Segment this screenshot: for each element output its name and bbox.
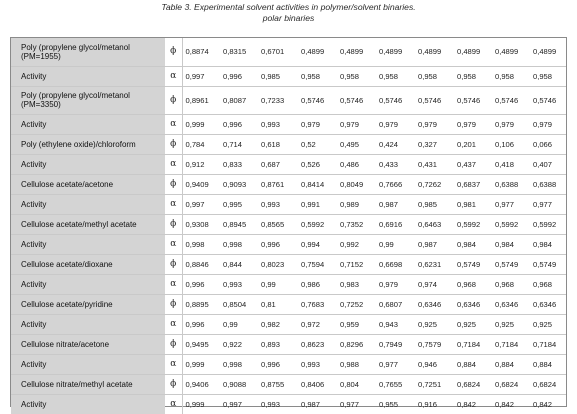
value-cell: 0,977 [340,399,360,409]
row-symbol: α [165,66,182,86]
value-cell: 0,6837 [454,174,492,194]
value-cell: 0,7251 [415,374,454,394]
table-row [11,294,566,314]
value-cell: 0,4899 [530,38,566,66]
value-cell: 0,955 [379,399,399,409]
value-cell: 0,968 [454,274,492,294]
value-cell: 0,7683 [298,294,337,314]
value-cell: 0,8755 [258,374,298,394]
value-cell: 0,968 [530,274,566,294]
row-label: Activity [11,194,165,214]
value-cell: 0,998 [220,234,258,254]
row-symbol: α [165,234,182,254]
value-cell: 0,986 [298,274,337,294]
value-cell: 0,5992 [492,214,530,234]
value-cell: 0,7252 [337,294,376,314]
value-cell: 0,784 [182,134,220,154]
row-symbol: ϕ [165,294,182,314]
row-symbol: α [165,354,182,374]
value-cell: 0,8761 [258,174,298,194]
value-cell: 0,8961 [182,86,220,114]
value-cell: 0,6698 [376,254,415,274]
table-row [11,66,566,86]
value-cell: 0,833 [220,154,258,174]
value-cell: 0,999 [182,354,220,374]
value-cell: 0,993 [298,354,337,374]
value-cell: 0,959 [337,314,376,334]
value-cell: 0,958 [492,66,530,86]
value-cell: 0,526 [298,154,337,174]
value-cell: 0,8565 [258,214,298,234]
value-cell: 0,842 [457,399,477,409]
value-cell: 0,992 [337,234,376,254]
value-cell: 0,977 [376,354,415,374]
row-label: Activity [11,66,165,86]
row-label: Activity [11,234,165,254]
value-cell: 0,984 [530,234,566,254]
row-label: Poly (propylene glycol/metanol (PM=1955) [11,38,165,66]
value-cell: 0,7184 [454,334,492,354]
value-cell: 0,998 [182,234,220,254]
value-cell: 0,81 [258,294,298,314]
value-cell: 0,984 [454,234,492,254]
value-cell: 0,979 [530,114,566,134]
caption-subtitle: polar binaries [262,13,315,23]
value-cell: 0,984 [492,234,530,254]
row-symbol: ϕ [165,174,182,194]
value-cell: 0,996 [220,66,258,86]
value-cell: 0,8406 [298,374,337,394]
value-cell: 0,7352 [337,214,376,234]
value-cell: 0,99 [220,314,258,334]
table-body [11,38,566,414]
row-label: Cellulose acetate/methyl acetate [11,214,165,234]
value-cell: 0,987 [301,399,321,409]
value-cell: 0,6701 [258,38,298,66]
value-cell: 0,958 [415,66,454,86]
value-cell: 0,925 [530,314,566,334]
value-cell: 0,433 [376,154,415,174]
value-cell: 0,6388 [492,174,530,194]
value-cell: 0,922 [220,334,258,354]
value-cell: 0,884 [530,354,566,374]
value-cell: 0,884 [492,354,530,374]
value-cell: 0,993 [220,274,258,294]
value-cell: 0,5992 [454,214,492,234]
value-cell: 0,5992 [298,214,337,234]
value-cell: 0,6231 [415,254,454,274]
value-cell: 0,4899 [454,38,492,66]
value-cell: 0,981 [454,194,492,214]
value-cell: 0,988 [337,354,376,374]
table-row [11,254,566,274]
value-cell: 0,7655 [376,374,415,394]
value-cell: 0,997 [182,194,220,214]
value-cell: 0,327 [415,134,454,154]
row-label: Poly (propylene glycol/metanol (PM=3350) [11,86,165,114]
value-cell: 0,8623 [298,334,337,354]
value-cell: 0,982 [258,314,298,334]
value-cell: 0,6346 [454,294,492,314]
value-cell: 0,842 [495,399,515,409]
value-cell: 0,5746 [376,86,415,114]
row-symbol: ϕ [165,134,182,154]
row-symbol: α [165,194,182,214]
value-cell: 0,8315 [220,38,258,66]
value-cell: 0,8504 [220,294,258,314]
value-cell: 0,437 [454,154,492,174]
value-cell: 0,996 [258,234,298,254]
value-cell: 0,8023 [258,254,298,274]
value-cell: 0,972 [298,314,337,334]
row-label: Cellulose nitrate/methyl acetate [11,374,165,394]
value-cell: 0,996 [258,354,298,374]
value-cell: 0,418 [492,154,530,174]
activity-table [10,37,567,407]
row-label: Cellulose acetate/dioxane [11,254,165,274]
value-cell: 0,99 [258,274,298,294]
value-cell: 0,5746 [492,86,530,114]
value-cell: 0,979 [337,114,376,134]
row-label: Cellulose acetate/acetone [11,174,165,194]
table-row [11,134,566,154]
row-symbol: ϕ [165,254,182,274]
value-cell: 0,5992 [530,214,566,234]
row-label: Activity [11,354,165,374]
row-symbol: α [165,274,182,294]
value-cell: 0,6807 [376,294,415,314]
value-cell: 0,4899 [337,38,376,66]
value-cell: 0,979 [454,114,492,134]
row-symbol: ϕ [165,374,182,394]
value-cell: 0,8296 [337,334,376,354]
value-cell: 0,5746 [337,86,376,114]
value-cell: 0,8087 [220,86,258,114]
value-cell: 0,6346 [415,294,454,314]
value-cell: 0,407 [530,154,566,174]
value-cell: 0,997 [223,399,243,409]
value-cell: 0,979 [492,114,530,134]
value-cell: 0,106 [492,134,530,154]
value-cell: 0,958 [454,66,492,86]
value-cell: 0,7949 [376,334,415,354]
row-label: Activity [11,314,165,334]
value-cell: 0,9495 [182,334,220,354]
row-symbol: α [165,154,182,174]
value-cell: 0,618 [258,134,298,154]
value-cell: 0,6388 [530,174,566,194]
value-cell: 0,925 [415,314,454,334]
value-cell: 0,7152 [337,254,376,274]
value-cell: 0,8895 [182,294,220,314]
table-row [11,214,566,234]
value-cell: 0,979 [298,114,337,134]
value-cell: 0,995 [220,194,258,214]
value-cell: 0,8846 [182,254,220,274]
value-cell: 0,6916 [376,214,415,234]
row-symbol: α [165,114,182,134]
value-cell: 0,7184 [530,334,566,354]
row-label: Activity [11,114,165,134]
value-cell: 0,999 [182,114,220,134]
caption-title: Table 3. Experimental solvent activities in polymer/solvent binaries. [161,2,416,12]
row-label: Activity [11,154,165,174]
row-symbol: ϕ [165,86,182,114]
value-cell: 0,486 [337,154,376,174]
value-cell: 0,979 [376,114,415,134]
value-cell: 0,996 [182,274,220,294]
value-cell: 0,977 [530,194,566,214]
value-cell: 0,495 [337,134,376,154]
value-cell: 0,5749 [492,254,530,274]
value-cell: 0,9406 [182,374,220,394]
value-cell: 0,991 [298,194,337,214]
value-cell: 0,974 [415,274,454,294]
value-cell: 0,4899 [376,38,415,66]
value-cell: 0,8874 [182,38,220,66]
table-row [11,314,566,334]
value-cell: 0,7666 [376,174,415,194]
value-cell: 0,066 [530,134,566,154]
table-row [11,38,566,66]
table-row [11,274,566,294]
value-cell: 0,989 [337,194,376,214]
value-cell: 0,5749 [454,254,492,274]
value-cell: 0,884 [454,354,492,374]
value-cell: 0,7262 [415,174,454,194]
value-cell: 0,994 [298,234,337,254]
value-cell: 0,424 [376,134,415,154]
value-cell: 0,979 [415,114,454,134]
value-cell: 0,431 [415,154,454,174]
value-cell: 0,958 [530,66,566,86]
value-cell: 0,4899 [298,38,337,66]
value-cell: 0,201 [454,134,492,154]
value-cell: 0,6824 [454,374,492,394]
value-cell: 0,7233 [258,86,298,114]
value-cell: 0,893 [258,334,298,354]
value-cell: 0,5746 [298,86,337,114]
value-cell: 0,916 [418,399,438,409]
value-cell: 0,7594 [298,254,337,274]
value-cell: 0,925 [492,314,530,334]
value-cell: 0,6346 [530,294,566,314]
value-cell: 0,943 [376,314,415,334]
value-cell: 0,987 [376,194,415,214]
row-symbol: ϕ [165,38,182,66]
value-cell: 0,804 [337,374,376,394]
value-cell: 0,842 [533,399,553,409]
value-cell: 0,7184 [492,334,530,354]
value-cell: 0,958 [337,66,376,86]
table-row [11,174,566,194]
value-cell: 0,979 [376,274,415,294]
value-cell: 0,9093 [220,174,258,194]
value-cell: 0,912 [182,154,220,174]
value-cell: 0,8945 [220,214,258,234]
value-cell: 0,6824 [530,374,566,394]
value-cell: 0,996 [220,114,258,134]
value-cell: 0,5749 [530,254,566,274]
table-row [11,354,566,374]
row-symbol: α [165,314,182,334]
value-cell: 0,958 [298,66,337,86]
value-cell: 0,8414 [298,174,337,194]
row-symbol: α [165,394,182,414]
value-cell: 0,958 [376,66,415,86]
value-cell: 0,998 [220,354,258,374]
value-cell: 0,8049 [337,174,376,194]
value-cell: 0,9409 [182,174,220,194]
table-row [11,234,566,254]
value-cell: 0,946 [415,354,454,374]
table-caption [0,2,577,24]
table-row [11,394,566,414]
value-cell: 0,4899 [415,38,454,66]
value-cell: 0,985 [258,66,298,86]
value-cell: 0,6463 [415,214,454,234]
value-cell: 0,9088 [220,374,258,394]
value-cell: 0,987 [415,234,454,254]
row-label: Cellulose acetate/pyridine [11,294,165,314]
value-cell: 0,985 [415,194,454,214]
row-label: Poly (ethylene oxide)/chloroform [11,134,165,154]
table-row [11,86,566,114]
row-label: Activity [11,274,165,294]
row-label: Activity [11,394,165,414]
value-cell: 0,687 [258,154,298,174]
table-row [11,374,566,394]
value-cell: 0,993 [258,194,298,214]
value-cell: 0,993 [258,114,298,134]
value-cell: 0,925 [454,314,492,334]
value-cell: 0,4899 [492,38,530,66]
value-cell: 0,993 [261,399,281,409]
value-cell: 0,999 [185,399,205,409]
value-cell: 0,844 [220,254,258,274]
value-cell: 0,996 [182,314,220,334]
value-cell: 0,52 [298,134,337,154]
value-cell: 0,5746 [454,86,492,114]
value-cell: 0,5746 [415,86,454,114]
row-label: Cellulose nitrate/acetone [11,334,165,354]
row-symbol: ϕ [165,214,182,234]
value-cell: 0,977 [492,194,530,214]
value-cell: 0,6346 [492,294,530,314]
row-symbol: ϕ [165,334,182,354]
table-row [11,154,566,174]
table-row [11,194,566,214]
value-cell: 0,9308 [182,214,220,234]
value-cell: 0,983 [337,274,376,294]
value-cell: 0,997 [182,66,220,86]
value-cell: 0,968 [492,274,530,294]
value-cell: 0,5746 [530,86,566,114]
value-cell: 0,6824 [492,374,530,394]
value-cell: 0,714 [220,134,258,154]
table-row [11,114,566,134]
value-cell: 0,99 [376,234,415,254]
table-row [11,334,566,354]
value-cell: 0,7579 [415,334,454,354]
